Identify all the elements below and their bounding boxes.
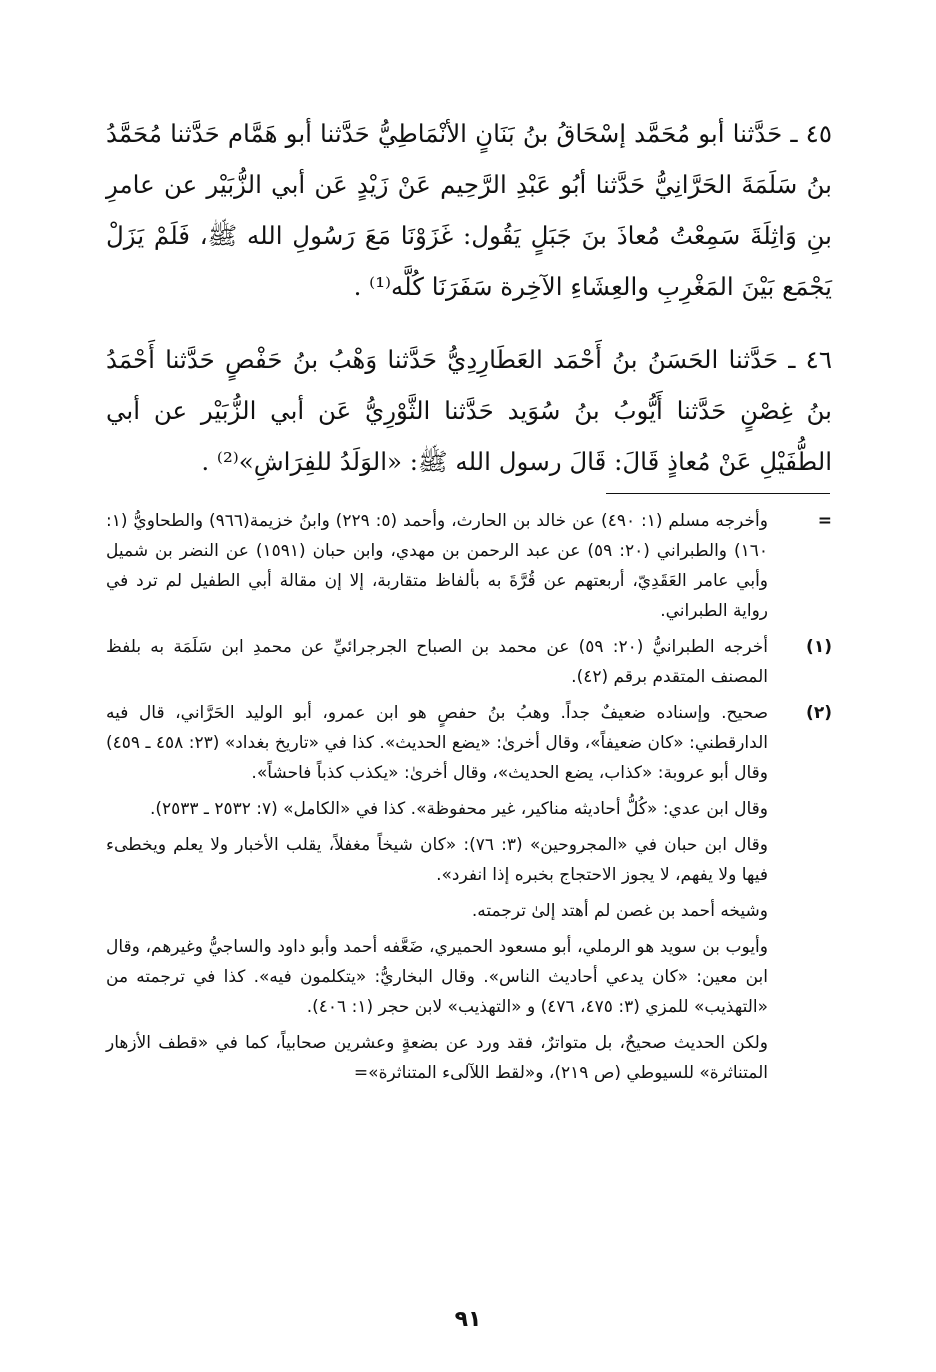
footnote-text: وأخرجه مسلم (١: ٤٩٠) عن خالد بن الحارث، وأحمد (٥: ٢٢٩) وابنُ خزيمة(٩٦٦) والطحاويُّ (١: ١٦٠) والطبراني (٢٠: ٥٩) عن عبد الرحمن بن مهدي، وابن حبان (١٥٩١) عن النضر بن شميل وأبي عامر العَقَدِيّ، أربعتهم عن قُرَّةَ به بألفاظ متقاربة، إلا إن مقالة أبي الطفيل لم ترد في رواية الطبراني. <box>106 511 768 621</box>
footnote-2 <box>106 698 832 1088</box>
footnote-paragraph: صحيح. وإسناده ضعيفٌ جداً. وهبُ بنُ حفصٍ هو ابن عمرو، أبو الوليد الحَرَّاني، قال فيه الدارقطني: «كان ضعيفاً»، وقال أخرىٰ: «يضع الحديث». كذا في «تاريخ بغداد» (٢٣: ٤٥٨ ـ ٤٥٩) وقال أبو عروبة: «كذاب، يضع الحديث»، وقال أخرىٰ: «يكذب كذباً فاحشاً». <box>106 703 768 783</box>
footnote-paragraph: وقال ابن عدي: «كُلُّ أحاديثه مناكير، غير محفوظة». كذا في «الكامل» (٧: ٢٥٣٢ ـ ٢٥٣٣). <box>149 799 768 819</box>
footnote-paragraph: وأيوب بن سويد هو الرملي، أبو مسعود الحميري، ضَعَّفه أحمد وأبو داود والساجيُّ وغيرهم، وقال ابن معين: «كان يدعي أحاديث الناس». وقال البخاريُّ: «يتكلمون فيه». كذا في ترجمته من «التهذيب» للمزي (٣: ٤٧٥، ٤٧٦) و «التهذيب» لابن حجر (١: ٤٠٦). <box>106 937 768 1017</box>
footnotes <box>106 506 832 1094</box>
footnote-marker: (١) <box>806 637 832 657</box>
hadith-45: ٤٥ ـ حَدَّثنا أبو مُحَمَّد إسْحَاقُ بنُ بَنَانٍ الأنْمَاطِيُّ حَدَّثنا أبو هَمَّام حَدَّثنا مُحَمَّدُ بنُ سَلَمَةَ الحَرَّانِيُّ حَدَّثنا أبُو عَبْدِ الرَّحِيم عَنْ زَيْدٍ عَن أبي الزُّبَيْر عن عامرِ بنِ وَاثِلَةَ سَمِعْتُ مُعاذَ بنَ جَبَلٍ يَقُول: غَزَوْنَا مَعَ رَسُولِ الله ﷺ، فَلَمْ يَزَلْ يَجْمَع بَيْنَ المَغْرِبِ والعِشَاءِ الآخِرة سَفَرَنَا كُلَّه⁽¹⁾ . <box>106 119 832 301</box>
footnote-marker: = <box>817 511 832 531</box>
footnote-paragraph: وشيخه أحمد بن غصن لم أهتد إلىٰ ترجمته. <box>471 901 768 921</box>
footnote-1 <box>106 632 832 692</box>
hadith-46: ٤٦ ـ حَدَّثنا الحَسَنُ بنُ أَحْمَد العَطَارِدِيُّ حَدَّثنا وَهْبُ بنُ حَفْصٍ حَدَّثنا أَحْمَدُ بنُ غِصْنٍ حَدَّثنا أَيُّوبُ بنُ سُوَيد حَدَّثنا الثَّوْرِيُّ عَن أبي الزُّبَيْر عن أبي الطُّفَيْلِ عَنْ مُعاذٍ قَالَ: قَالَ رسول الله ﷺ: «الوَلَدُ للفِرَاشِ»⁽²⁾ . <box>106 345 832 476</box>
footnote-text: أخرجه الطبرانيُّ (٢٠: ٥٩) عن محمد بن الصباح الجرجرائيِّ عن محمدِ ابن سَلَمَة به بلفظ المصنف المتقدم برقم (٤٢). <box>106 637 768 687</box>
footnote-continuation <box>106 506 832 626</box>
main-text <box>106 108 832 487</box>
footnote-paragraph: وقال ابن حبان في «المجروحين» (٣: ٧٦): «كان شيخاً مغفلاً، يقلب الأخبار ولا يعلم ويخطىء فيها ولا يفهم، لا يجوز الاحتجاج بخبره إذا انفرد». <box>106 835 768 885</box>
footnote-paragraph: ولكن الحديث صحيحٌ، بل متواترٌ، فقد ورد عن بضعةٍ وعشرين صحابياً، كما في «قطف الأزهار المتناثرة» للسيوطي (ص ٢١٩)، و«لقط اللآلىء المتناثرة»= <box>106 1033 768 1083</box>
page-number: ٩١ <box>454 1307 482 1332</box>
footnote-marker: (٢) <box>806 703 832 723</box>
footnote-separator <box>606 493 830 494</box>
